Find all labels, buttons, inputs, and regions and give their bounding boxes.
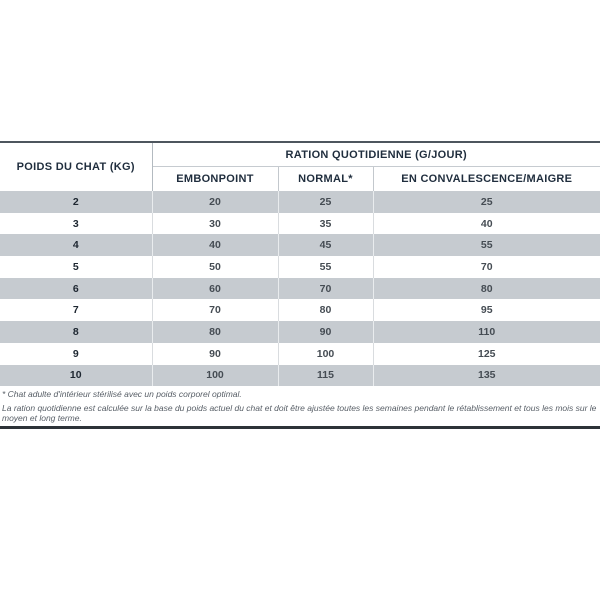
table-row: [0, 343, 600, 365]
embonpoint-cell: 70: [152, 299, 278, 321]
embonpoint-cell: 30: [152, 213, 278, 235]
embonpoint-cell: 40: [152, 234, 278, 256]
weight-cell: 5: [0, 256, 152, 278]
convalescence-cell: 125: [373, 343, 600, 365]
table-row: [0, 321, 600, 343]
convalescence-cell: 25: [373, 191, 600, 213]
table-body: [0, 191, 600, 386]
table-row: [0, 278, 600, 300]
embonpoint-cell: 100: [152, 365, 278, 387]
convalescence-cell: 70: [373, 256, 600, 278]
footnotes: [2, 389, 598, 424]
normal-cell: 25: [278, 191, 373, 213]
embonpoint-cell: 50: [152, 256, 278, 278]
weight-cell: 6: [0, 278, 152, 300]
column-header-weight: POIDS DU CHAT (KG): [0, 142, 152, 191]
footnote-line-1: * Chat adulte d'intérieur stérilisé avec un poids corporel optimal.: [2, 389, 242, 400]
column-group-header-ration: RATION QUOTIDIENNE (G/JOUR): [152, 142, 600, 167]
table-row: [0, 299, 600, 321]
weight-cell: 8: [0, 321, 152, 343]
embonpoint-cell: 20: [152, 191, 278, 213]
weight-cell: 4: [0, 234, 152, 256]
normal-cell: 35: [278, 213, 373, 235]
weight-cell: 7: [0, 299, 152, 321]
embonpoint-cell: 80: [152, 321, 278, 343]
weight-cell: 9: [0, 343, 152, 365]
normal-cell: 80: [278, 299, 373, 321]
convalescence-cell: 95: [373, 299, 600, 321]
header-row-group: [0, 142, 600, 167]
normal-cell: 115: [278, 365, 373, 387]
column-header-embonpoint: EMBONPOINT: [152, 167, 278, 192]
normal-cell: 45: [278, 234, 373, 256]
column-header-convalescence: EN CONVALESCENCE/MAIGRE: [373, 167, 600, 192]
column-header-normal: NORMAL*: [278, 167, 373, 192]
normal-cell: 55: [278, 256, 373, 278]
table-header: [0, 142, 600, 191]
table-row: [0, 234, 600, 256]
convalescence-cell: 40: [373, 213, 600, 235]
normal-cell: 90: [278, 321, 373, 343]
table-row: [0, 365, 600, 387]
bottom-rule: [0, 426, 600, 429]
feeding-ration-table: [0, 141, 600, 386]
weight-cell: 2: [0, 191, 152, 213]
convalescence-cell: 135: [373, 365, 600, 387]
convalescence-cell: 80: [373, 278, 600, 300]
convalescence-cell: 55: [373, 234, 600, 256]
weight-cell: 3: [0, 213, 152, 235]
embonpoint-cell: 60: [152, 278, 278, 300]
embonpoint-cell: 90: [152, 343, 278, 365]
weight-cell: 10: [0, 365, 152, 387]
convalescence-cell: 110: [373, 321, 600, 343]
normal-cell: 70: [278, 278, 373, 300]
table-row: [0, 191, 600, 213]
normal-cell: 100: [278, 343, 373, 365]
table-row: [0, 213, 600, 235]
table-row: [0, 256, 600, 278]
footnote-line-2: La ration quotidienne est calculée sur la base du poids actuel du chat et doit être ajustée toutes les semaines pendant le rétablissement et tous les mois sur le moyen et long terme.: [2, 402, 597, 424]
